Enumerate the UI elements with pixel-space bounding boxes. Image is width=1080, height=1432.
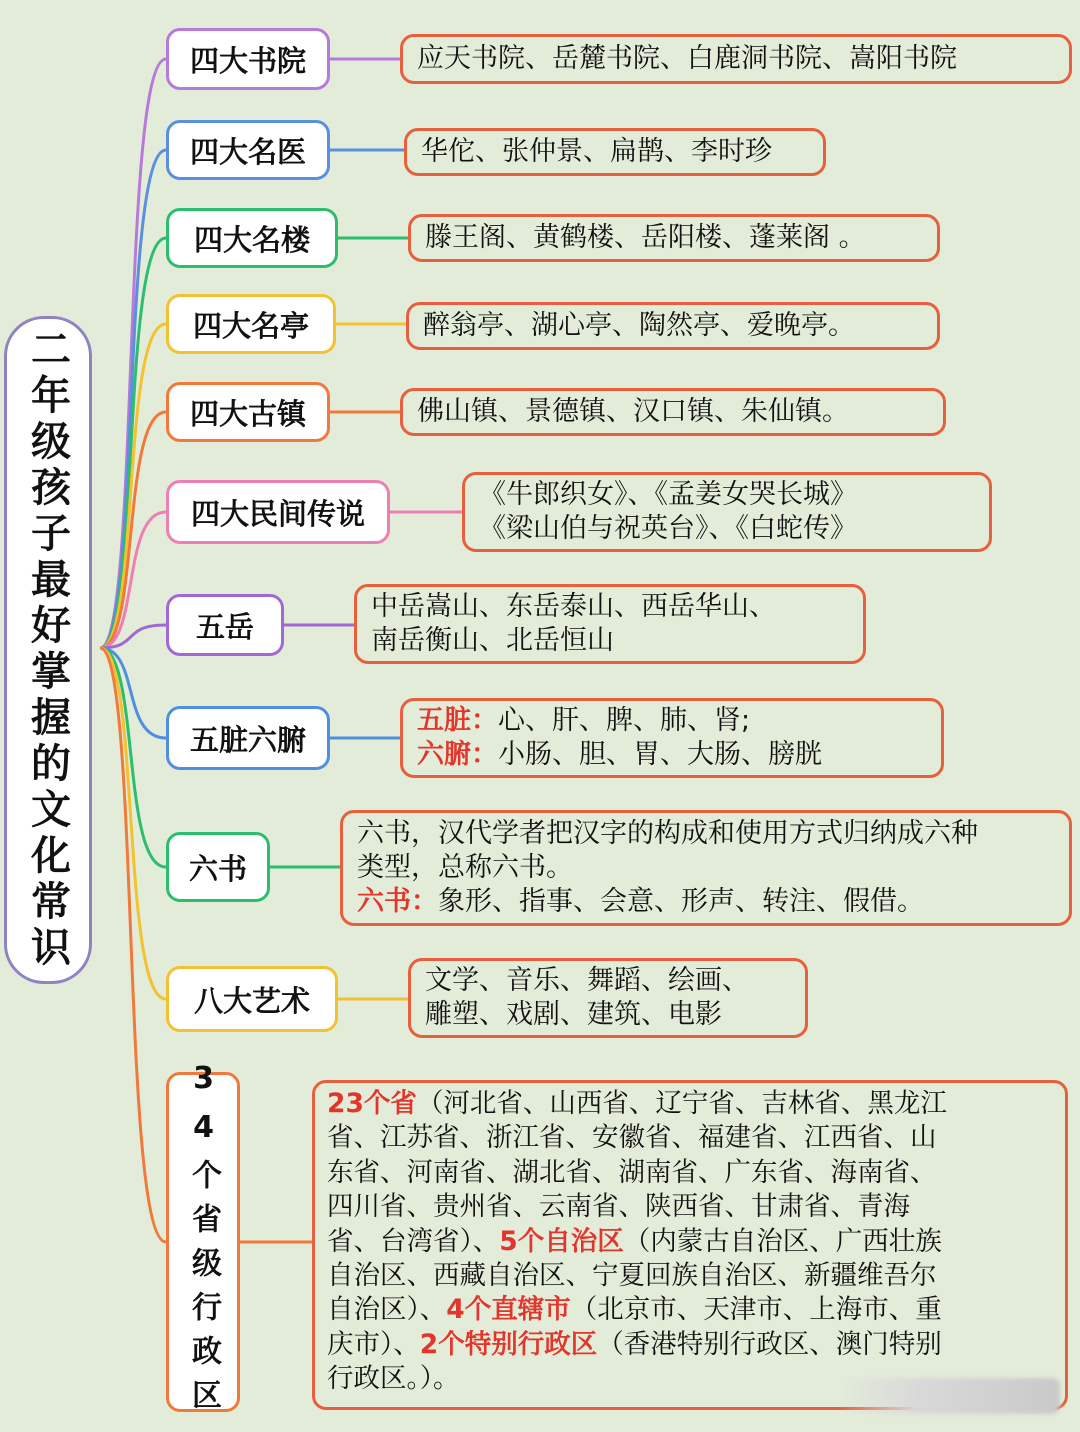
detail-five-mountains <box>354 584 866 664</box>
detail-line <box>425 221 923 255</box>
branch-connector <box>100 512 166 648</box>
topic-label: 四大名医 <box>189 134 306 169</box>
detail-four-doctors <box>404 128 826 176</box>
topic-provinces <box>166 1061 240 1423</box>
detail-line <box>371 624 849 658</box>
detail-line <box>327 1087 1053 1121</box>
detail-text: 自治区、西藏自治区、宁夏回族自治区、新疆维吾尔 <box>327 1260 937 1292</box>
detail-line <box>327 1225 1053 1259</box>
topic-label: 六书 <box>188 851 247 886</box>
detail-text: 省、台湾省）、 <box>327 1225 500 1257</box>
detail-text: （香港特别行政区、澳门特别 <box>597 1328 942 1360</box>
detail-line <box>417 42 1055 76</box>
highlight-text: 5个自治区 <box>499 1225 624 1257</box>
detail-line <box>357 817 1055 851</box>
detail-line <box>417 395 929 429</box>
detail-provinces <box>312 1080 1068 1410</box>
topic-four-doctors <box>166 120 330 180</box>
detail-text: 华佗、张仲景、扁鹊、李时珍 <box>421 136 772 167</box>
highlight-text: 23个省 <box>327 1088 417 1119</box>
detail-text: 佛山镇、景德镇、汉口镇、朱仙镇。 <box>417 396 849 427</box>
topic-label: 八大艺术 <box>193 983 310 1018</box>
detail-line <box>479 512 975 546</box>
topic-four-pavilions <box>166 294 336 354</box>
detail-line <box>423 309 923 343</box>
detail-line <box>425 998 791 1032</box>
detail-text: 象形、指事、会意、形声、转注、假借。 <box>438 886 924 917</box>
topic-label: 34个省级行政区 <box>186 1061 221 1423</box>
detail-text: 南岳衡山、北岳恒山 <box>371 625 614 656</box>
detail-text: 中岳嵩山、东岳泰山、西岳华山、 <box>371 591 776 622</box>
detail-text: 《梁山伯与祝英台》、《白蛇传》 <box>479 513 857 544</box>
topic-four-academies <box>166 28 330 90</box>
detail-text: 类型，总称六书。 <box>357 852 573 883</box>
detail-line <box>327 1156 1053 1190</box>
detail-line <box>479 478 975 512</box>
detail-four-academies <box>400 34 1072 84</box>
topic-label: 四大名亭 <box>192 308 309 343</box>
detail-text: （河北省、山西省、辽宁省、吉林省、黑龙江 <box>416 1088 947 1119</box>
detail-line <box>327 1190 1053 1224</box>
topic-five-mountains <box>166 594 284 656</box>
highlight-text: 六书： <box>357 886 438 917</box>
detail-text: 雕塑、戏剧、建筑、电影 <box>425 999 722 1030</box>
highlight-text: 4个直辖市 <box>446 1294 571 1326</box>
detail-text: 省、江苏省、浙江省、安徽省、福建省、江西省、山 <box>327 1122 937 1154</box>
detail-line <box>357 851 1055 885</box>
detail-four-legends <box>462 472 992 552</box>
detail-six-scripts <box>340 810 1072 926</box>
detail-four-towers <box>408 214 940 262</box>
detail-line <box>417 704 927 738</box>
root-title: 二年级孩子最好掌握的文化常识 <box>24 328 71 972</box>
detail-text: 小肠、胆、胃、大肠、膀胱 <box>498 739 822 770</box>
detail-organs <box>400 698 944 778</box>
detail-text: 行政区。）。 <box>327 1363 460 1395</box>
watermark-blur <box>840 1378 1060 1414</box>
detail-line <box>327 1328 1053 1362</box>
root-topic <box>4 316 92 984</box>
highlight-text: 五脏： <box>417 705 498 736</box>
detail-text: 东省、河南省、湖北省、湖南省、广东省、海南省、 <box>327 1156 937 1188</box>
topic-organs <box>166 706 330 770</box>
detail-text: 文学、音乐、舞蹈、绘画、 <box>425 965 749 996</box>
detail-text: 《牛郎织女》、《孟姜女哭长城》 <box>479 479 857 510</box>
topic-label: 五脏六腑 <box>189 722 306 757</box>
detail-text: 醉翁亭、湖心亭、陶然亭、爱晚亭。 <box>423 310 855 341</box>
detail-four-pavilions <box>406 302 940 350</box>
topic-label: 五岳 <box>195 609 254 644</box>
detail-line <box>357 885 1055 919</box>
topic-four-towers <box>166 208 338 268</box>
detail-text: （北京市、天津市、上海市、重 <box>570 1294 942 1326</box>
detail-text: （内蒙古自治区、广西壮族 <box>623 1225 942 1257</box>
topic-label: 四大古镇 <box>189 396 306 431</box>
topic-eight-arts <box>166 966 338 1032</box>
topic-six-scripts <box>166 832 270 902</box>
detail-text: 应天书院、岳麓书院、白鹿洞书院、嵩阳书院 <box>417 43 957 74</box>
detail-text: 滕王阁、黄鹤楼、岳阳楼、蓬莱阁 。 <box>425 222 866 253</box>
detail-line <box>327 1259 1053 1293</box>
highlight-text: 六腑： <box>417 739 498 770</box>
topic-label: 四大书院 <box>189 43 306 78</box>
topic-four-towns <box>166 382 330 442</box>
detail-four-towns <box>400 388 946 436</box>
detail-text: 庆市）、 <box>327 1328 420 1360</box>
highlight-text: 2个特别行政区 <box>419 1328 598 1360</box>
detail-text: 六书，汉代学者把汉字的构成和使用方式归纳成六种 <box>357 818 978 849</box>
topic-label: 四大民间传说 <box>190 496 365 531</box>
topic-label: 四大名楼 <box>193 222 310 257</box>
detail-line <box>371 590 849 624</box>
topic-four-legends <box>166 480 390 544</box>
detail-text: 心、肝、脾、肺、肾; <box>498 705 751 736</box>
detail-line <box>417 738 927 772</box>
detail-line <box>327 1293 1053 1327</box>
detail-line <box>421 135 809 169</box>
detail-line <box>327 1121 1053 1155</box>
detail-eight-arts <box>408 958 808 1038</box>
detail-text: 四川省、贵州省、云南省、陕西省、甘肃省、青海 <box>327 1191 910 1223</box>
detail-line <box>425 964 791 998</box>
detail-text: 自治区）、 <box>327 1294 447 1326</box>
